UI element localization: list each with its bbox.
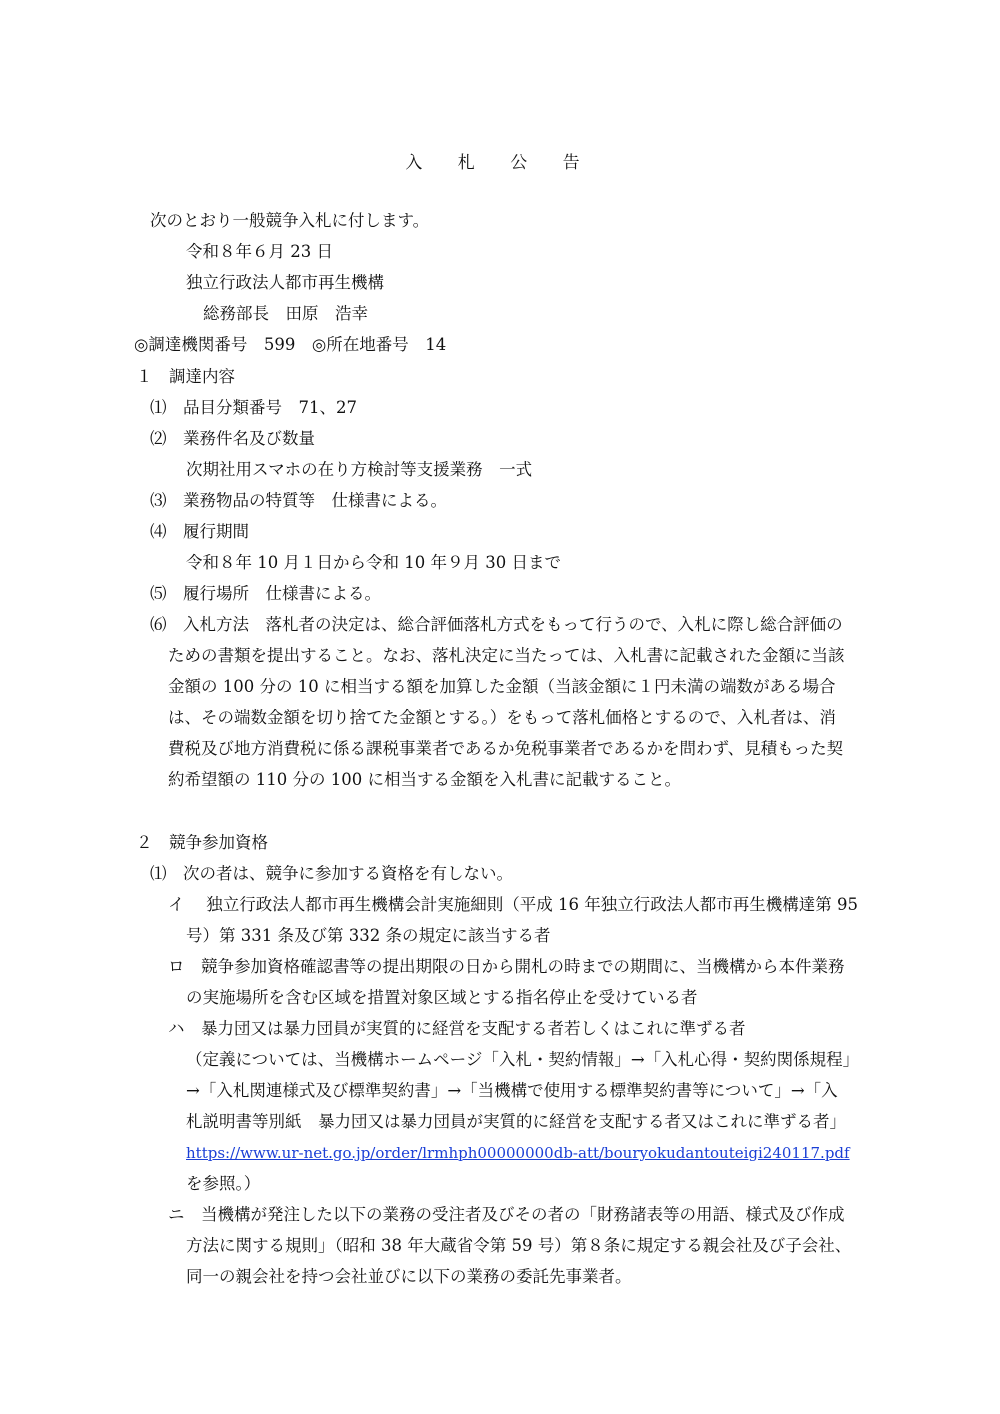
item-2: ⑵ 業務件名及び数量 bbox=[150, 429, 315, 448]
clause-ha-tail: を参照。） bbox=[186, 1174, 261, 1193]
item-4: ⑷ 履行期間 bbox=[150, 522, 249, 541]
item-6-line: 約希望額の 110 分の 100 に相当する金額を入札書に記載すること。 bbox=[168, 770, 681, 789]
clause-ni-line: 同一の親会社を持つ会社並びに以下の業務の委託先事業者。 bbox=[186, 1267, 632, 1286]
section-1-heading: １ 調達内容 bbox=[136, 367, 235, 386]
item-6-line: 費税及び地方消費税に係る課税事業者であるか免税事業者であるかを問わず、見積もった契 bbox=[168, 739, 844, 758]
clause-ha-line: （定義については、当機構ホームページ「入札・契約情報」→「入札心得・契約関係規程」 bbox=[186, 1050, 860, 1069]
item-6-line: 金額の 100 分の 10 に相当する額を加算した金額（当該金額に１円未満の端数がある場合 bbox=[168, 677, 836, 696]
item-1: ⑴ 品目分類番号 71、27 bbox=[150, 398, 357, 417]
clause-ha-line: ハ 暴力団又は暴力団員が実質的に経営を支配する者若しくはこれに準ずる者 bbox=[168, 1019, 746, 1038]
definition-pdf-link[interactable]: https://www.ur-net.go.jp/order/lrmhph00000000db-att/bouryokudantouteigi240117.pdf bbox=[186, 1144, 850, 1162]
clause-i-line: 号）第 331 条及び第 332 条の規定に該当する者 bbox=[186, 926, 551, 945]
clause-ha-line: →「入札関連様式及び標準契約書」→「当機構で使用する標準契約書等について」→「入 bbox=[186, 1081, 838, 1100]
clause-ro-line: ロ 競争参加資格確認書等の提出期限の日から開札の時までの期間に、当機構から本件業務 bbox=[168, 957, 845, 976]
clause-ni-line: 方法に関する規則」（昭和 38 年大蔵省令第 59 号）第８条に規定する親会社及び子会社、 bbox=[186, 1236, 852, 1255]
notice-date: 令和８年６月 23 日 bbox=[186, 242, 333, 261]
item-4-detail: 令和８年 10 月１日から令和 10 年９月 30 日まで bbox=[186, 553, 561, 572]
item-6-line: は、その端数金額を切り捨てた金額とする。）をもって落札価格とするので、入札者は、消 bbox=[168, 708, 836, 727]
clause-ro-line: の実施場所を含む区域を措置対象区域とする指名停止を受けている者 bbox=[186, 988, 698, 1007]
agency-codes: ◎調達機関番号 599 ◎所在地番号 14 bbox=[134, 335, 447, 354]
intro-text: 次のとおり一般競争入札に付します。 bbox=[150, 211, 430, 230]
item-3: ⑶ 業務物品の特質等 仕様書による。 bbox=[150, 491, 447, 510]
item-6-line: ⑹ 入札方法 落札者の決定は、総合評価落札方式をもって行うので、入札に際し総合評価の bbox=[150, 615, 843, 634]
item-6-line: ための書類を提出すること。なお、落札決定に当たっては、入札書に記載された金額に当該 bbox=[168, 646, 845, 665]
officer-name: 総務部長 田原 浩幸 bbox=[203, 304, 368, 323]
section-2-para-1: ⑴ 次の者は、競争に参加する資格を有しない。 bbox=[150, 864, 513, 883]
organization-name: 独立行政法人都市再生機構 bbox=[186, 273, 384, 292]
item-5: ⑸ 履行場所 仕様書による。 bbox=[150, 584, 381, 603]
clause-ha-line: 札説明書等別紙 暴力団又は暴力団員が実質的に経営を支配する者又はこれに準ずる者」 bbox=[186, 1112, 846, 1131]
clause-i-line: イ 独立行政法人都市再生機構会計実施細則（平成 16 年独立行政法人都市再生機構達第 95 bbox=[168, 895, 858, 914]
section-2-heading: ２ 競争参加資格 bbox=[136, 833, 268, 852]
page-title: 入 札 公 告 bbox=[405, 153, 595, 173]
clause-ni-line: ニ 当機構が発注した以下の業務の受注者及びその者の「財務諸表等の用語、様式及び作成 bbox=[168, 1205, 845, 1224]
item-2-detail: 次期社用スマホの在り方検討等支援業務 一式 bbox=[186, 460, 533, 479]
